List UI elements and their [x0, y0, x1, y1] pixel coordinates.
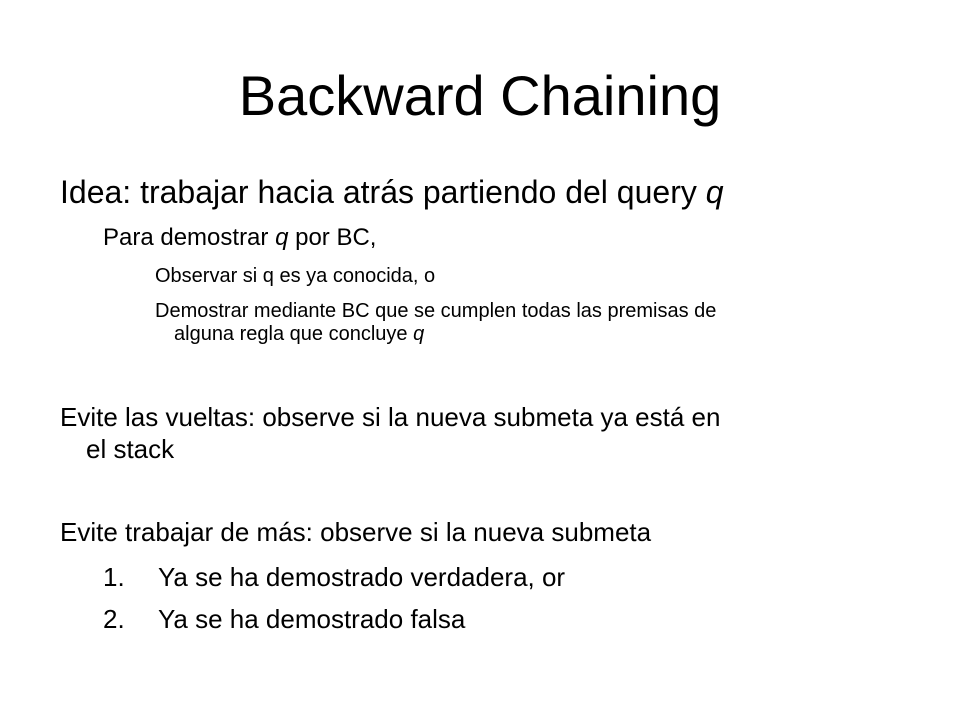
- bullet-idea-var: q: [705, 174, 724, 210]
- subbullet-prove-var: q: [275, 224, 289, 251]
- list-item-2-text: Ya se ha demostrado falsa: [158, 604, 466, 634]
- list-item-1-number: 1.: [103, 562, 125, 592]
- bullet-idea: [60, 173, 724, 211]
- subbullet-prove-post: por BC,: [288, 224, 377, 251]
- subbullet-prove: [103, 223, 376, 253]
- subsub-prove-line1: Demostrar mediante BC que se cumplen todas las premisas de: [155, 300, 717, 322]
- subsub-prove-var: q: [413, 323, 425, 345]
- bullet-loops-line2: el stack: [86, 434, 175, 464]
- bullet-extra-work: Evite trabajar de más: observe si la nueva submeta: [60, 517, 652, 547]
- slide-title: Backward Chaining: [238, 64, 722, 127]
- bullet-loops-line1: Evite las vueltas: observe si la nueva submeta ya está en: [60, 402, 721, 432]
- list-item-2-number: 2.: [103, 604, 125, 634]
- list-item-1-text: Ya se ha demostrado verdadera, or: [158, 562, 566, 592]
- bullet-idea-text: Idea: trabajar hacia atrás partiendo del query: [60, 174, 706, 210]
- subbullet-prove-pre: Para demostrar: [103, 224, 276, 251]
- subsub-observe: Observar si q es ya conocida, o: [155, 265, 436, 287]
- subsub-prove-line2: [174, 322, 424, 346]
- subsub-prove-line2-text: alguna regla que concluye: [174, 323, 414, 345]
